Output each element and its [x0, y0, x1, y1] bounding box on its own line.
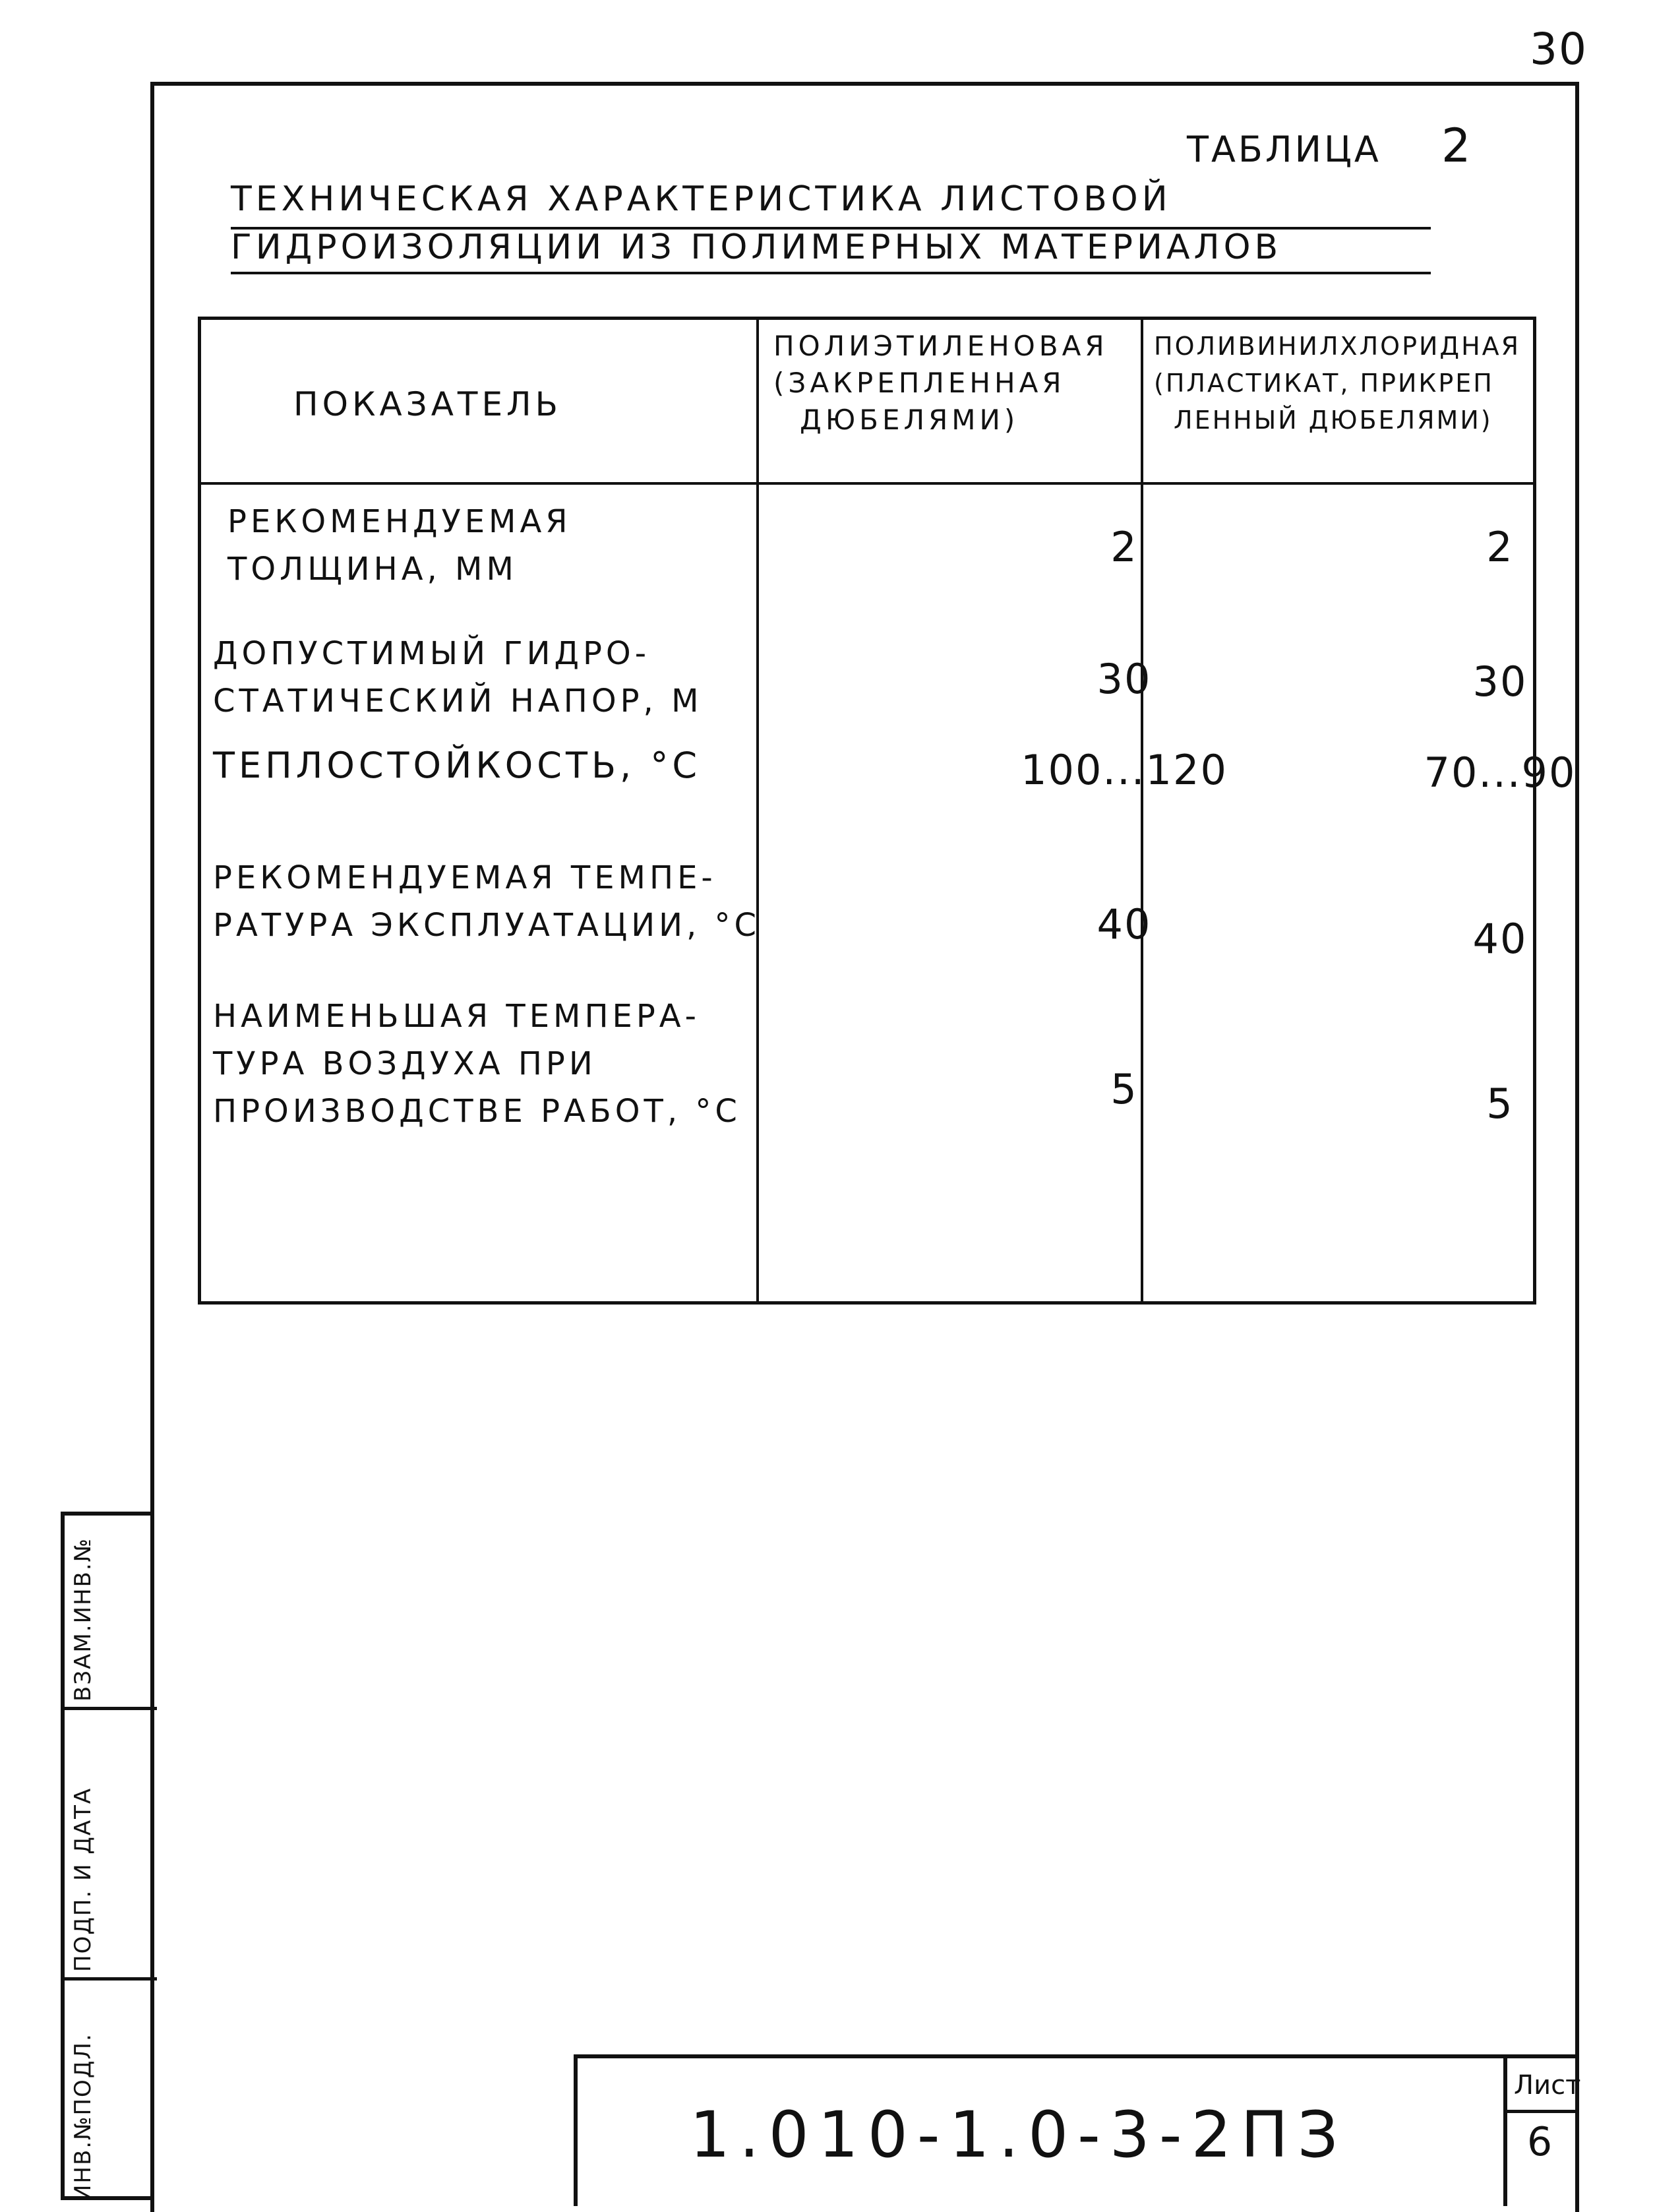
column-divider — [756, 320, 759, 1301]
cell-pvc: 5 — [1486, 1080, 1514, 1128]
sheet-box — [1503, 2054, 1579, 2206]
stamp-label-replaces: ВЗАМ.ИНВ.№ — [70, 1537, 96, 1702]
table-label — [1187, 119, 1474, 173]
row-label — [213, 630, 702, 725]
row-label-line: ТЕПЛОСТОЙКОСТЬ, °C — [213, 745, 702, 786]
row-label — [227, 498, 572, 593]
row-label-line: РАТУРА ЭКСПЛУАТАЦИИ, °C — [213, 907, 761, 944]
row-label-line: СТАТИЧЕСКИЙ НАПОР, М — [213, 683, 703, 720]
header-pvc-line: (ПЛАСТИКАТ, ПРИКРЕП — [1154, 369, 1494, 398]
sheet-label: Лист — [1514, 2070, 1581, 2101]
cell-pvc: 70...90 — [1424, 749, 1577, 797]
stamp-label-signature-date: ПОДП. И ДАТА — [70, 1787, 96, 1972]
row-label-line: ДОПУСТИМЫЙ ГИДРО- — [213, 635, 651, 672]
column-divider — [1141, 320, 1143, 1301]
side-stamp — [61, 1512, 153, 2200]
header-pe-line: ПОЛИЭТИЛЕНОВАЯ — [773, 330, 1108, 362]
sheet-divider — [1507, 2110, 1579, 2113]
table-label-text: ТАБЛИЦА — [1187, 129, 1381, 170]
cell-pvc: 2 — [1486, 523, 1514, 571]
header-pe-line: ДЮБЕЛЯМИ) — [800, 404, 1019, 436]
cell-pe: 30 — [1097, 655, 1152, 703]
page-number: 30 — [1530, 24, 1588, 75]
header-pvc-line: ПОЛИВИНИЛХЛОРИДНАЯ — [1154, 332, 1521, 361]
header-pvc — [1154, 328, 1520, 439]
row-label-line: ТУРА ВОЗДУХА ПРИ — [213, 1045, 597, 1082]
cell-pvc: 30 — [1472, 658, 1528, 706]
cell-pe: 40 — [1097, 900, 1152, 948]
row-label-line: РЕКОМЕНДУЕМАЯ ТЕМПЕ- — [213, 859, 717, 896]
title-block — [574, 2054, 1503, 2206]
cell-pe: 2 — [1110, 523, 1138, 571]
table-title-line-2: ГИДРОИЗОЛЯЦИИ ИЗ ПОЛИМЕРНЫХ МАТЕРИАЛОВ — [231, 228, 1282, 267]
header-divider — [201, 482, 1533, 485]
spec-table — [198, 317, 1577, 1305]
table-number: 2 — [1441, 119, 1474, 173]
row-label-line: РЕКОМЕНДУЕМАЯ — [227, 503, 572, 540]
header-pvc-line: ЛЕННЫЙ ДЮБЕЛЯМИ) — [1174, 406, 1493, 435]
row-label-line: ПРОИЗВОДСТВЕ РАБОТ, °C — [213, 1093, 741, 1130]
row-label — [213, 993, 741, 1135]
title-underline-2 — [231, 272, 1431, 274]
header-param: ПОКАЗАТЕЛЬ — [293, 385, 562, 423]
row-label — [213, 854, 760, 949]
table-title-line-1: ТЕХНИЧЕСКАЯ ХАРАКТЕРИСТИКА ЛИСТОВОЙ — [231, 179, 1172, 219]
row-label-line: НАИМЕНЬШАЯ ТЕМПЕРА- — [213, 998, 700, 1035]
sheet-number: 6 — [1527, 2119, 1553, 2165]
row-label — [213, 742, 701, 789]
header-polyethylene — [773, 328, 1108, 439]
stamp-label-inventory: ИНВ.№ПОДЛ. — [70, 2033, 96, 2201]
stamp-divider — [65, 1707, 157, 1710]
cell-pvc: 40 — [1472, 915, 1528, 963]
row-label-line: ТОЛЩИНА, ММ — [227, 551, 518, 588]
header-pe-line: (ЗАКРЕПЛЕННАЯ — [773, 367, 1066, 399]
cell-pe: 100...120 — [1021, 746, 1228, 794]
document-code: 1.010-1.0-3-2ПЗ — [690, 2098, 1348, 2172]
cell-pe: 5 — [1110, 1065, 1138, 1113]
stamp-divider — [65, 1977, 157, 1981]
